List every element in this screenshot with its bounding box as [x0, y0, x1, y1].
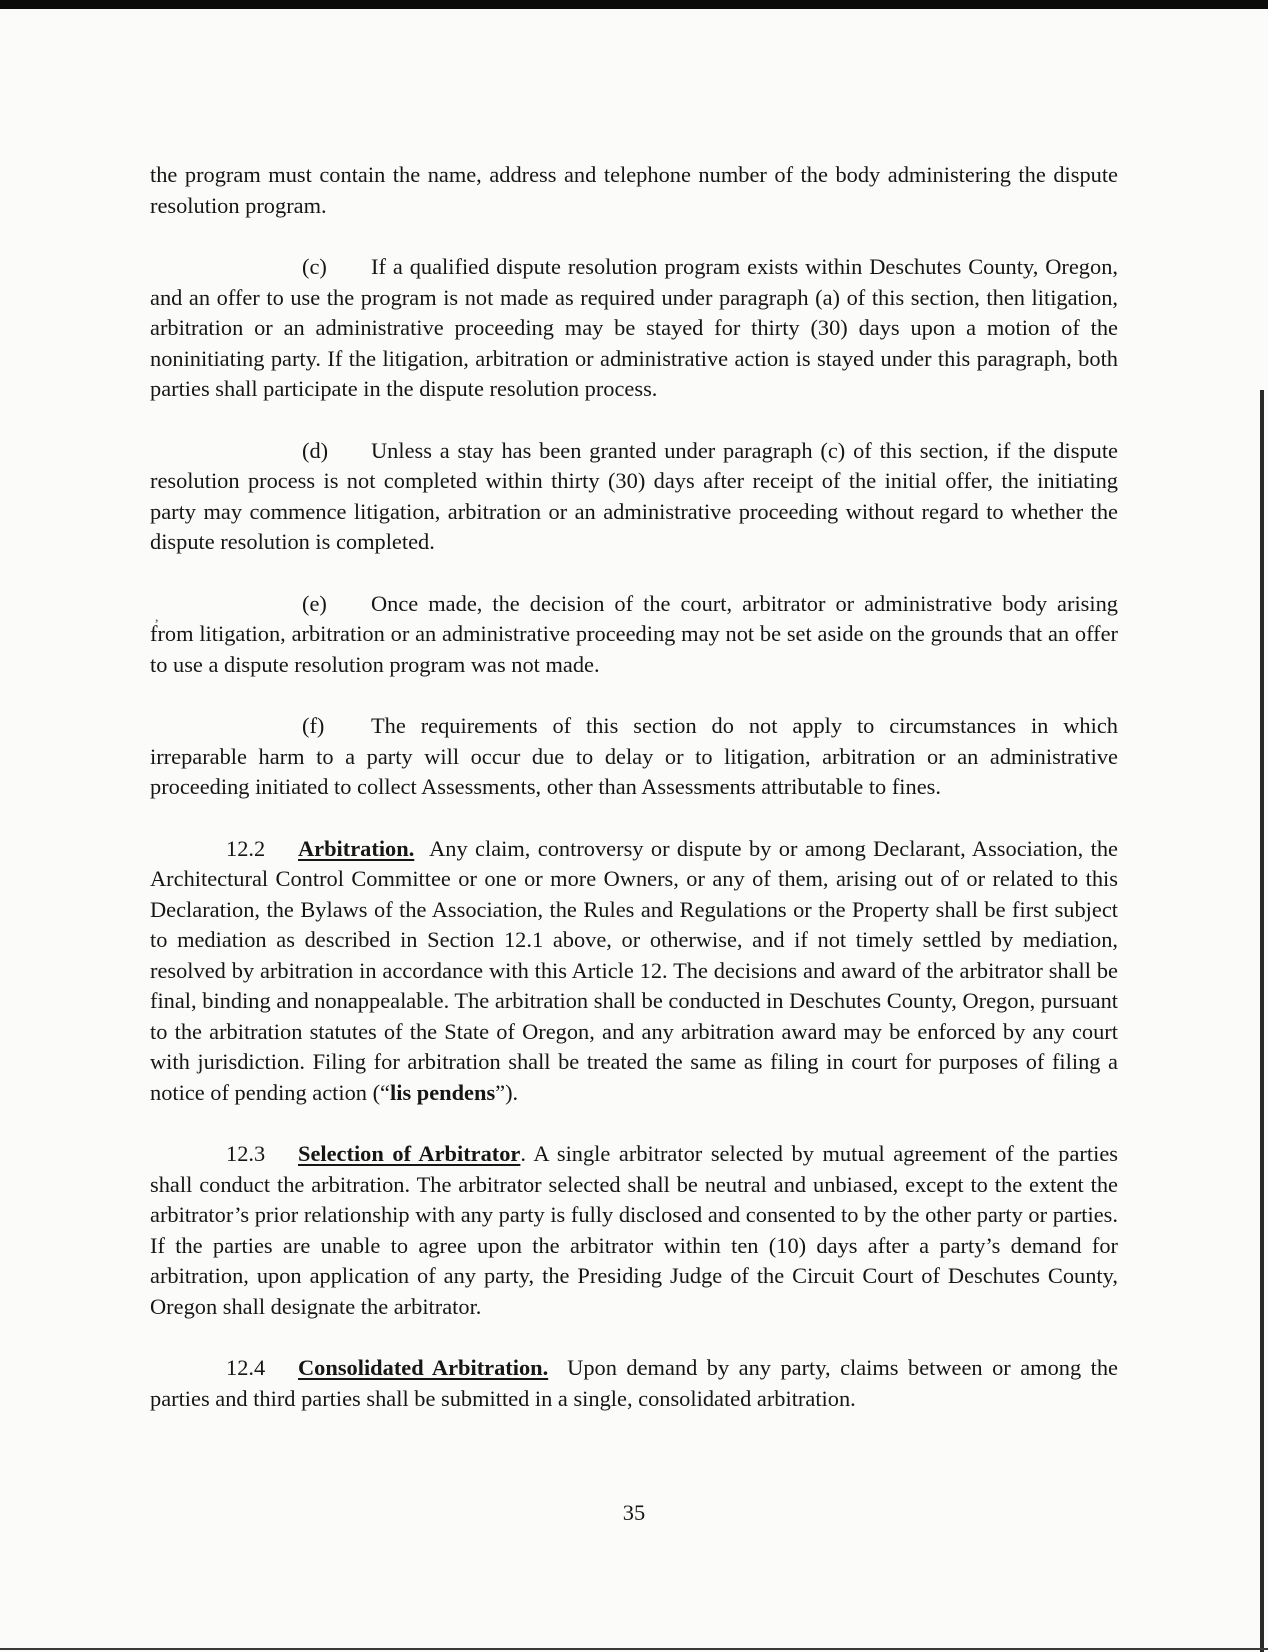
subsection-f: [150, 711, 1118, 803]
lis-pendens-term: lis pendens: [390, 1079, 496, 1105]
page-number: 35: [622, 1500, 646, 1525]
subsection-text: The requirements of this section do not apply to circumstances in which irreparable harm to a party will occur due to delay or to litigation, arbitration or an administrative proceeding initiated to collect Assessments, other than Assessments attributable to fines.: [150, 713, 1118, 799]
subsection-label: (e): [302, 590, 327, 616]
subsection-label: (d): [302, 437, 329, 463]
scan-top-border: [0, 0, 1268, 9]
document-page: [150, 160, 1118, 1445]
scan-bottom-border: [0, 1648, 1268, 1650]
subsection-c: [150, 252, 1118, 405]
subsection-text: If a qualified dispute resolution program exists within Deschutes County, Oregon, and an offer to use the program is not made as required under paragraph (a) of this section, then litigation, arbitration or an administrative proceeding may be stayed for thirty (30) days upon a motion of the noninitiating party. If the litigation, arbitration or administrative action is stayed under this paragraph, both parties shall participate in the dispute resolution process.: [150, 254, 1118, 401]
section-text: Any claim, controversy or dispute by or among Declarant, Association, the Architectural Control Committee or one or more Owners, or any of them, arising out of or related to this Declaration, the Bylaws of the Association, the Rules and Regulations or the Property shall be first subject to mediation as described in Section 12.1 above, or otherwise, and if not timely settled by mediation, resolved by arbitration in accordance with this Article 12. The decisions and award of the arbitrator shall be final, binding and nonappealable. The arbitration shall be conducted in Deschutes County, Oregon, pursuant to the arbitration statutes of the State of Oregon, and any arbitration award may be enforced by any court with jurisdiction. Filing for arbitration shall be treated the same as filing in court for purposes of filing a notice of pending action (“: [150, 835, 1118, 1105]
subsection-label: (f): [302, 713, 325, 738]
section-text: . A single arbitrator selected by mutual agreement of the parties shall conduct the arbitration. The arbitrator selected shall be neutral and unbiased, except to the extent the arbitrator’s prior relationship with any party is fully disclosed and consented to by the other party or parties. If the parties are unable to agree upon the arbitrator within ten (10) days after a party’s demand for arbitration, upon application of any party, the Presiding Judge of the Circuit Court of Deschutes County, Oregon shall designate the arbitrator.: [150, 1141, 1118, 1319]
subsection-e: [150, 589, 1118, 681]
section-12-4: [150, 1353, 1118, 1414]
subsection-text: Unless a stay has been granted under paragraph (c) of this section, if the dispute resolution process is not completed within thirty (30) days after receipt of the initial offer, the initiating party may commence litigation, arbitration or an administrative proceeding without regard to whether the dispute resolution is completed.: [150, 437, 1118, 554]
section-heading: Consolidated Arbitration.: [298, 1355, 549, 1380]
subsection-text: Once made, the decision of the court, arbitrator or administrative body arising from litigation, arbitration or an administrative proceeding may not be set aside on the grounds that an offer to use a dispute resolution program was not made.: [150, 590, 1118, 677]
subsection-d: [150, 436, 1118, 558]
section-number: 12.3: [226, 1141, 266, 1166]
stray-mark: ,: [155, 610, 159, 625]
section-12-2: [150, 834, 1118, 1109]
continuation-paragraph: the program must contain the name, address and telephone number of the body administering the dispute resolution program.: [150, 162, 1118, 218]
section-number: 12.2: [226, 835, 266, 861]
section-number: 12.4: [226, 1355, 266, 1380]
section-12-3: [150, 1139, 1118, 1322]
section-text-end: ”).: [495, 1079, 519, 1105]
section-text: Upon demand by any party, claims between or among the parties and third parties shall be submitted in a single, consolidated arbitration.: [150, 1355, 1118, 1411]
scan-right-edge: [1260, 390, 1264, 1652]
subsection-label: (c): [302, 254, 327, 279]
section-heading: Arbitration.: [298, 835, 415, 861]
section-heading: Selection of Arbitrator: [298, 1141, 521, 1166]
